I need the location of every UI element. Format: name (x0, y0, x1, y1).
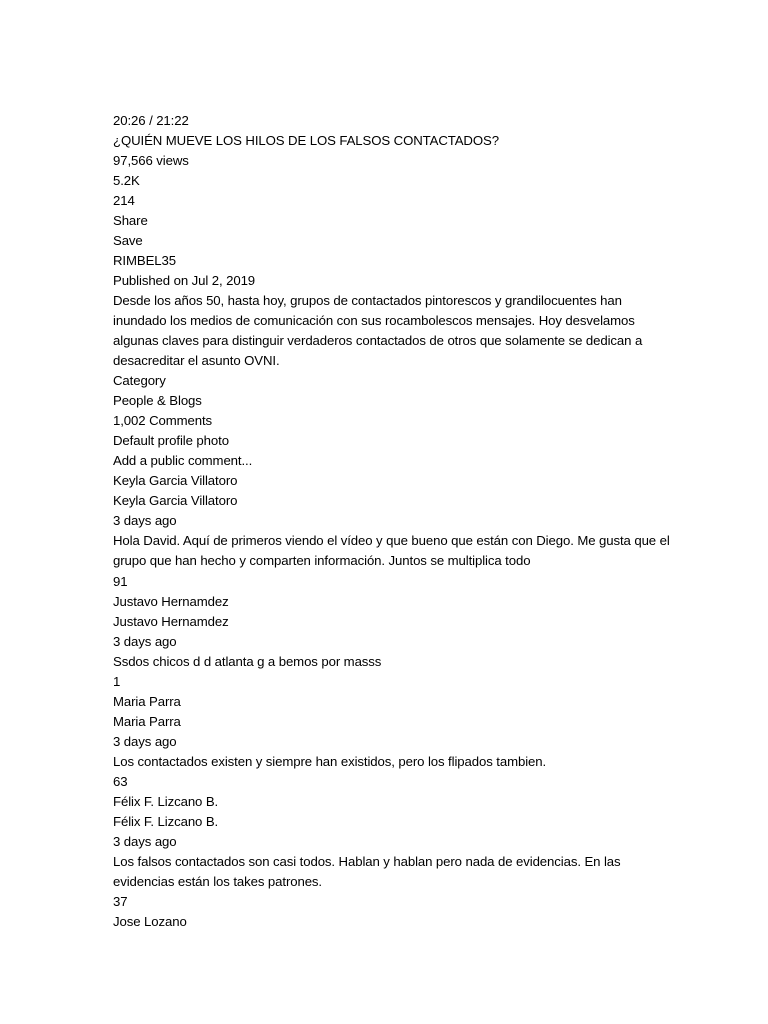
comment-time[interactable]: 3 days ago (113, 633, 177, 649)
comment-author[interactable]: Keyla Garcia Villatoro (113, 493, 238, 509)
dislike-count[interactable]: 214 (113, 193, 135, 208)
comment-author-avatar-alt[interactable]: Keyla Garcia Villatoro (113, 473, 238, 489)
category-label: Category (113, 373, 166, 389)
comment-author-avatar-alt[interactable]: Félix F. Lizcano B. (113, 793, 219, 809)
video-timestamp: 20:26 / 21:22 (113, 113, 189, 128)
comment-text-line: Los contactados existen y siempre han existidos, pero los flipados tambien. (113, 753, 547, 769)
comment-author-avatar-alt[interactable]: Jose Lozano (113, 913, 187, 929)
comment-likes: 63 (113, 773, 128, 789)
comment-author-avatar-alt[interactable]: Justavo Hernamdez (113, 593, 229, 609)
comment-author[interactable]: Justavo Hernamdez (113, 613, 229, 629)
document-page (113, 111, 673, 932)
comment-author-avatar-alt[interactable]: Maria Parra (113, 693, 181, 709)
comment-likes: 37 (113, 893, 128, 909)
comment-input[interactable]: Add a public comment... (113, 453, 253, 469)
comment-item (113, 592, 673, 692)
comment-text-line: Hola David. Aquí de primeros viendo el vídeo y que bueno que están con Diego. Me gusta que el (113, 533, 670, 549)
comment-item (113, 792, 673, 912)
comment-author[interactable]: Maria Parra (113, 713, 181, 729)
comment-time[interactable]: 3 days ago (113, 733, 177, 749)
profile-photo: Default profile photo (113, 433, 229, 449)
comment-likes: 1 (113, 673, 121, 689)
description-line: algunas claves para distinguir verdaderos contactados de otros que solamente se dedican a (113, 333, 643, 349)
comment-item (113, 692, 673, 792)
comment-author[interactable]: Félix F. Lizcano B. (113, 813, 219, 829)
save-button[interactable]: Save (113, 233, 143, 248)
description-line: desacreditar el asunto OVNI. (113, 353, 280, 369)
comment-item (113, 471, 673, 591)
view-count: 97,566 views (113, 153, 189, 168)
share-button[interactable]: Share (113, 213, 148, 228)
comment-text (113, 852, 673, 892)
category-value[interactable]: People & Blogs (113, 393, 202, 409)
comment-text (113, 752, 673, 772)
comment-likes: 91 (113, 573, 128, 589)
comment-time[interactable]: 3 days ago (113, 513, 177, 529)
channel-name[interactable]: RIMBEL35 (113, 253, 176, 268)
comment-text (113, 652, 673, 672)
comment-time[interactable]: 3 days ago (113, 833, 177, 849)
description-line: inundado los medios de comunicación con sus rocambolescos mensajes. Hoy desvelamos (113, 313, 635, 329)
like-count[interactable]: 5.2K (113, 173, 140, 188)
comment-text-line: evidencias están los takes patrones. (113, 873, 322, 889)
comment-text (113, 531, 673, 571)
description-line: Desde los años 50, hasta hoy, grupos de contactados pintorescos y grandilocuentes han (113, 293, 622, 308)
published-date: Published on Jul 2, 2019 (113, 273, 256, 288)
video-description (113, 291, 673, 371)
comments-count: 1,002 Comments (113, 413, 213, 429)
video-title: ¿QUIÉN MUEVE LOS HILOS DE LOS FALSOS CONTACTADOS? (113, 133, 499, 148)
comment-text-line: Ssdos chicos d d atlanta g a bemos por masss (113, 653, 382, 669)
comment-item (113, 912, 673, 932)
comment-text-line: grupo que han hecho y comparten información. Juntos se multiplica todo (113, 553, 531, 569)
comment-text-line: Los falsos contactados son casi todos. Hablan y hablan pero nada de evidencias. En las (113, 853, 621, 869)
